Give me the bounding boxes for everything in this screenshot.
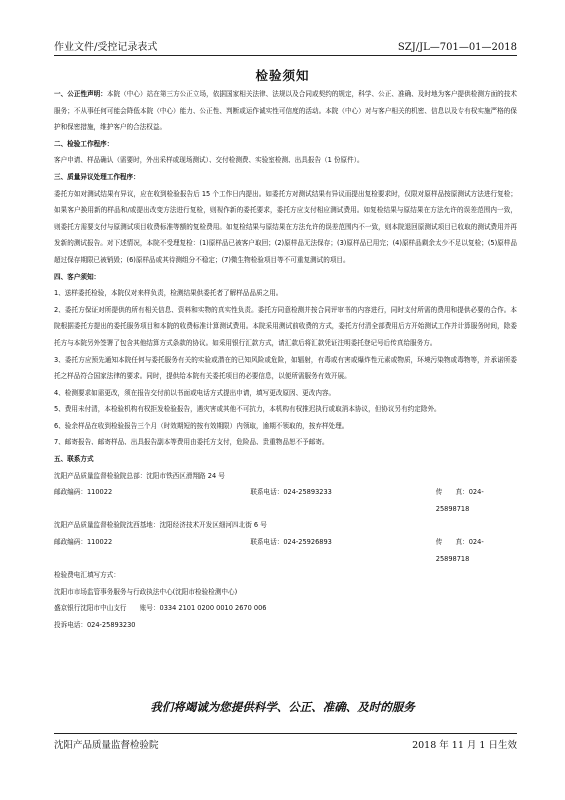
contact-zip-west: 邮政编码：110022 (54, 538, 113, 547)
header-divider (54, 55, 517, 56)
notice-item: 1、送样委托检验，本院仅对来样负责，检测结果供委托者了解样品品质之用。 (54, 289, 283, 298)
document-title: 检验须知 (255, 68, 310, 83)
page-footer (54, 737, 517, 751)
contact-address-hq: 沈阳产品质量监督检验院总部：沈阳市铁西区滑翔路 24 号 (54, 471, 225, 480)
complaint-phone: 投诉电话：024-25893230 (54, 621, 136, 629)
notice-item: 4、检测要求如需更改，须在报告交付前以书面或电话方式提出申请，填写更改原因、更改内容。 (54, 388, 336, 397)
section-objection-title: 三、质量异议处理工作程序： (54, 172, 140, 181)
notice-item: 6、验余样品在收到检验报告三个月（时效期短的按有效期限）内领取，逾期不领取的，按弃样处理。 (54, 421, 349, 430)
contact-tel-west: 联系电话：024-25926893 (250, 538, 332, 547)
footer-divider (54, 733, 517, 734)
section-notice-title: 四、客户须知： (54, 272, 101, 281)
service-slogan: 我们将竭诚为您提供科学、公正、准确、及时的服务 (150, 700, 415, 714)
footer-left: 沈阳产品质量监督检验院 (54, 740, 159, 751)
section-procedure-text: 客户申请、样品确认（需要时，外出采样或现场测试）、交付检测费、实验室检测、出具报告（1 份原件）。 (54, 156, 364, 165)
payment-bank-account: 盛京银行沈阳市中山支行 账号：0334 2101 0200 0010 2670 006 (54, 604, 267, 613)
section-impartiality-text: 本院（中心）站在第三方公正立场，依据国家相关法律、法规以及合同或契约的规定，科学、公正、准确、及时地为客户提供检测方面的技术服务；不从事任何可能会降低本院（中心）能力、公正性、判断或运作诚实性可信度的活动。本院（中心）对与客户相关的机密、信息以及专有权实施严格的保护和保密措施，维护客户的合法权益。 (54, 90, 518, 132)
section-contact-title: 五、联系方式 (54, 455, 94, 464)
contact-tel-hq: 联系电话：024-25893233 (250, 488, 332, 497)
document-body (54, 86, 517, 634)
contact-fax-west: 传 真：024-25898718 (435, 538, 484, 563)
contact-fax-hq: 传 真：024-25898718 (435, 488, 484, 513)
notice-item: 2、委托方保证对所提供的所有相关信息、资料和实物的真实性负责。委托方同意检测并按合同评审书的内容进行，同时支付所需的费用和提供必要的合作。本院根据委托方提出的委托服务项目和本院的收费标准计算测试费用。本院采用测试前收费的方式，委托方付清全部费用后方开始测试工作并计算服务时间，除委托方与本院另外签署了包含其他结算方式条款的协议。如采用银行汇款方式，请汇款后将汇款凭证注明委托登记号后传真给服务方。 (54, 305, 517, 347)
notice-item: 5、费用未付清，本检验机构有权拒发检验报告，遇灾害或其他不可抗力，本机构有权推迟执行或取消本协议，但协议另有约定除外。 (54, 405, 441, 414)
contact-row-hq (54, 484, 517, 517)
header-right: SZJ/JL—701—01—2018 (397, 42, 517, 53)
payment-payee: 沈阳市市场监管事务服务与行政执法中心(沈阳市检验检测中心) (54, 587, 238, 596)
payment-label: 检验费电汇填写方式： (54, 571, 120, 580)
contact-row-west (54, 534, 517, 567)
section-impartiality (54, 86, 517, 136)
section-impartiality-label: 一、公正性声明： (54, 90, 107, 98)
section-procedure-title: 二、检验工作程序： (54, 139, 114, 148)
header-left: 作业文件/受控记录表式 (54, 42, 158, 53)
contact-address-west: 沈阳产品质量监督检验院沈西基地：沈阳经济技术开发区细河四北街 6 号 (54, 521, 267, 530)
contact-zip-hq: 邮政编码：110022 (54, 488, 113, 497)
notice-item: 3、委托方应预先通知本院任何与委托服务有关的实验或潜在的已知风险或危险，如辐射，有毒或有害或爆炸性元素或物质，环境污染物或毒物等，并承诺所委托之样品符合国家法律的要求。同时，提供给本院有关委托项目的必要信息，以便所需服务有效开展。 (54, 355, 517, 381)
notice-item: 7、邮寄报告、邮寄样品、出具报告副本等费用由委托方支付，危险品、贵重物品恕不予邮寄。 (54, 438, 329, 447)
page-header (54, 37, 517, 53)
section-objection-text: 委托方如对测试结果有异议，应在收到检验报告后 15 个工作日内提出。如委托方对测试结果有异议而提出复检要求时，仅限对原样品按原测试方法进行复检；如果客户换用新的样品和/或提出改变方法进行复检，则视作新的委托要求，委托方应支付相应测试费用。如复检结果与原结果在方法允许的误差范围内一致，则委托方需要支付与原测试项目收费标准等额的复检费用。如复检结果与原结果在方法允许的误差范围内不一致，则本院退回原测试项目已收取的测试费用并再发新的测试报告。对下述情况，本院不受理复检：(1)原样品已被客户取回；(2)原样品无法保存；(3)原样品已用完；(4)原样品剩余太少不足以复检；(5)原样品超过保存期限已被销毁；(6)原样品或其待测组分不稳定；(7)微生物检验项目等不可重复测试的项目。 (54, 189, 517, 264)
footer-right: 2018 年 11 月 1 日生效 (412, 740, 517, 751)
